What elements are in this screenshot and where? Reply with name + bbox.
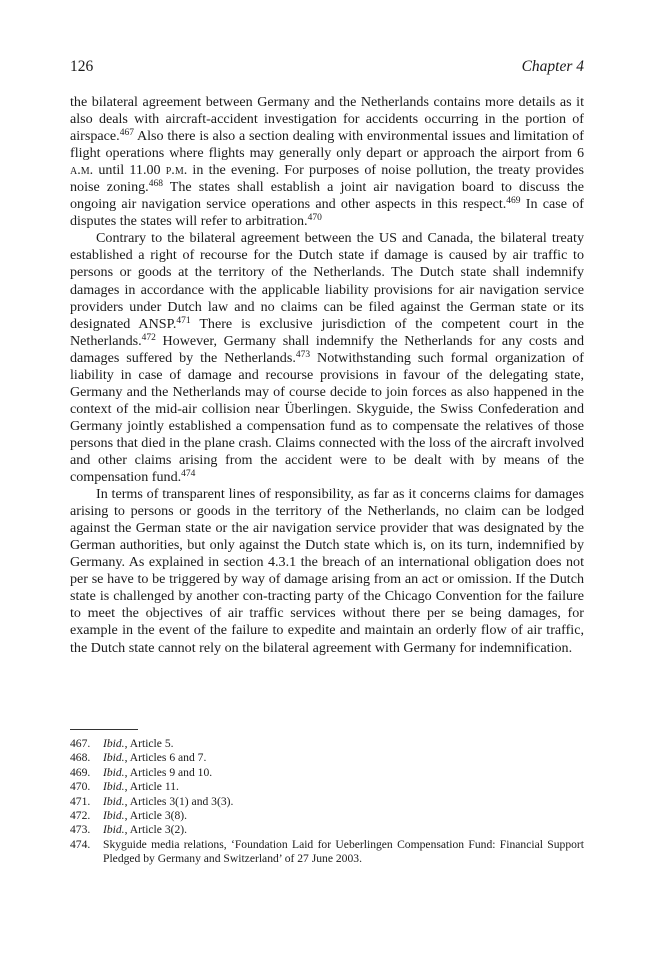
footnote-divider — [70, 729, 138, 730]
paragraph — [70, 94, 584, 230]
text-run: Also there is also a section dealing with environmental issues and limitation of flight operations where flights may generally only depart or approach the airport from 6 — [70, 128, 584, 162]
footnote-source: Ibid. — [103, 823, 125, 837]
footnote-text: , Article 3(8). — [124, 809, 188, 823]
footnote-source: Ibid. — [103, 780, 125, 794]
footnote-ref: 472 — [141, 332, 156, 343]
text-run: the bilateral agreement between Germany and the Netherlands contains more details as it also deals with aircraft-accident investigation for accidents occurring in the portion of airspace. — [70, 94, 584, 145]
footnote — [70, 823, 584, 837]
running-header — [70, 58, 584, 78]
footnote-ref: 474 — [181, 469, 196, 480]
body-text — [70, 94, 584, 657]
footnotes — [70, 737, 584, 867]
footnote-number: 474. — [70, 837, 91, 851]
footnote — [70, 766, 584, 780]
footnote-ref: 468 — [148, 179, 163, 190]
footnote-source: Ibid. — [103, 737, 125, 750]
footnote-text: Skyguide media relations, ‘Foundation Laid for Ueberlingen Compensation Fund: Financial Support Pledged by Germany and Switzerland’ of 27 June 2003. — [103, 837, 584, 866]
paragraph — [70, 486, 584, 656]
footnote-source: Ibid. — [103, 751, 125, 765]
footnote-number: 467. — [70, 737, 91, 750]
text-run: There is exclusive jurisdiction of the competent court in the Netherlands. — [70, 315, 584, 349]
footnote-number: 470. — [70, 780, 91, 794]
page-number: 126 — [70, 58, 94, 75]
footnote-ref: 469 — [506, 196, 521, 207]
text-run: In case of disputes the states will refer to arbitration. — [70, 196, 584, 230]
footnote-source: Ibid. — [103, 809, 125, 823]
footnote-ref: 470 — [307, 213, 322, 224]
time-abbrev: p.m. — [165, 162, 188, 179]
time-abbrev: a.m. — [70, 162, 94, 179]
footnote-text: , Article 5. — [124, 737, 174, 750]
footnote — [70, 795, 584, 809]
footnote-source: Ibid. — [103, 794, 125, 808]
footnote-number: 472. — [70, 809, 91, 823]
paragraph — [70, 230, 584, 486]
footnote — [70, 737, 584, 751]
footnote-number: 473. — [70, 823, 91, 837]
footnote-text: , Article 3(2). — [124, 823, 188, 837]
footnote-number: 471. — [70, 794, 91, 808]
footnote — [70, 751, 584, 765]
footnote-ref: 473 — [295, 349, 311, 360]
footnote-number: 468. — [70, 751, 91, 765]
footnote-ref: 467 — [119, 128, 134, 139]
text-run: in the evening. For purposes of noise pollution, the treaty provides noise zoning. — [70, 162, 584, 196]
footnote — [70, 809, 584, 823]
footnote-text: , Articles 9 and 10. — [124, 765, 213, 779]
text-run: Contrary to the bilateral agreement between the US and Canada, the bilateral treaty established a right of recourse for the Dutch state if damage is caused by air traffic to persons or goods at the territory of the Netherlands. The Dutch state shall indemnify damages in accordance with the applicable liability provisions for air navigation service providers under Dutch law and no claims can be filed against the German state or its designated ANSP. — [70, 230, 584, 332]
text-run: until 11.00 — [93, 162, 166, 179]
chapter-title: Chapter 4 — [521, 58, 584, 75]
footnote-number: 469. — [70, 765, 91, 779]
footnote-text: , Article 11. — [124, 780, 179, 794]
footnote-text: , Articles 6 and 7. — [124, 751, 207, 765]
footnote — [70, 780, 584, 794]
footnote-source: Ibid. — [103, 765, 125, 779]
text-run: The states shall establish a joint air navigation board to discuss the ongoing air navigation service operations and other aspects in this respect. — [70, 179, 585, 213]
footnote — [70, 838, 584, 867]
text-run: In terms of transparent lines of responsibility, as far as it concerns claims for damages arising to persons or goods in the territory of the Netherlands, no claim can be lodged against the German state or the air navigation service provider that was designated by the German authorities, but only against the Dutch state which is, on its turn, indemnified by Germany. As explained in section 4.3.1 the breach of an international obligation does not per se have to be triggered by way of damage arising from an act or omission. If the Dutch state is challenged by another con-tracting party of the Chicago Convention for the failure to meet the objectives of air traffic services without there per se being damages, for example in the event of the failure to expedite and maintain an orderly flow of air traffic, the Dutch state cannot rely on the bilateral agreement with Germany for indemnification. — [70, 486, 584, 656]
footnote-text: , Articles 3(1) and 3(3). — [124, 794, 234, 808]
footnote-ref: 471 — [176, 315, 191, 326]
text-run: Notwithstanding such formal organization of liability in case of damage and recourse provisions in favour of the delegating state, Germany and the Netherlands may of course decide to join forces as also happened in the context of the mid-air collision near Überlingen. Skyguide, the Swiss Confederation and Germany jointly established a compensation fund as to compensate the relatives of those persons that died in the plane crash. Claims connected with the loss of the aircraft involved and other claims arising from the accident were to be dealt with by means of the compensation fund. — [70, 349, 584, 486]
text-run: However, Germany shall indemnify the Netherlands for any costs and damages suffered by the Netherlands. — [70, 332, 584, 366]
